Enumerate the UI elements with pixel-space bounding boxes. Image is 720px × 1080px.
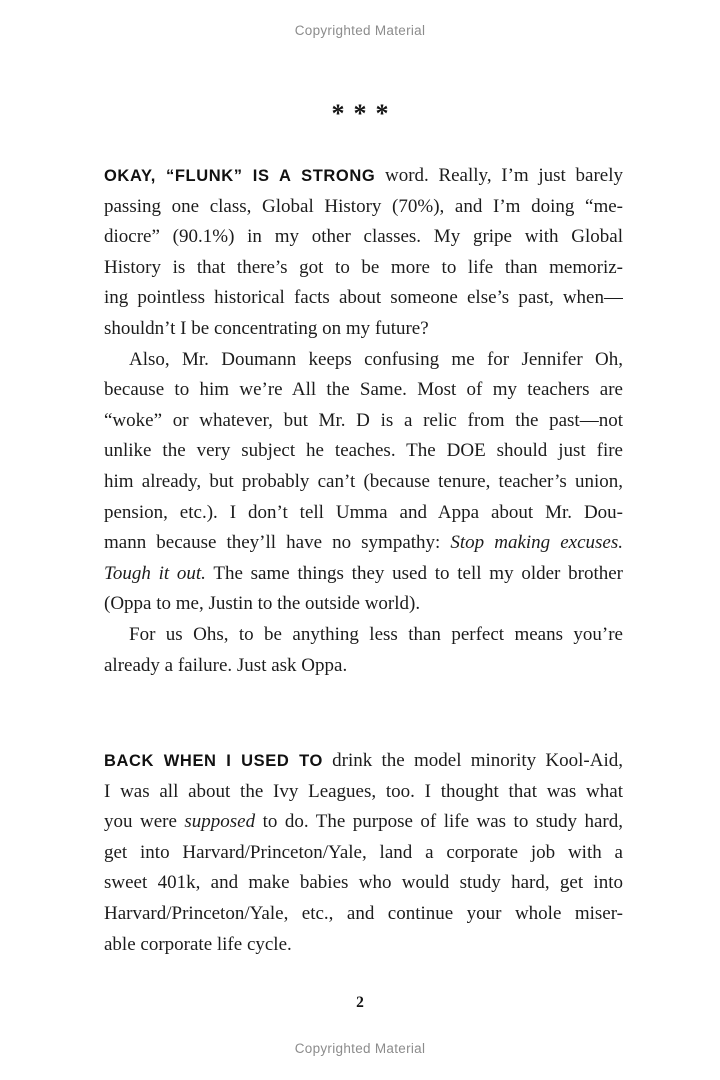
footer-copyright-notice: Copyrighted Material bbox=[294, 1041, 426, 1056]
body-text: For us Ohs, to be anything less than perfect means you’re bbox=[129, 623, 623, 645]
body-line bbox=[104, 807, 623, 838]
body-text: word. Really, I’m just barely bbox=[375, 165, 623, 186]
body-line bbox=[104, 161, 623, 192]
body-text: (Oppa to me, Justin to the outside world). bbox=[104, 593, 421, 615]
body-text: already a failure. Just ask Oppa. bbox=[104, 654, 348, 676]
body-text: “woke” or whatever, but Mr. D is a relic from the past—not bbox=[104, 409, 623, 431]
paragraph bbox=[104, 620, 623, 681]
body-text: sweet 401k, and make babies who would study hard, get into bbox=[104, 872, 623, 894]
body-text: Tough it out. bbox=[104, 562, 206, 584]
body-line bbox=[104, 899, 623, 930]
body-line bbox=[104, 314, 623, 345]
body-line bbox=[104, 375, 623, 406]
body-text: pension, etc.). I don’t tell Umma and Appa about Mr. Dou- bbox=[104, 501, 623, 523]
body-line bbox=[104, 192, 623, 223]
body-line bbox=[104, 559, 623, 590]
body-text: unlike the very subject he teaches. The DOE should just fire bbox=[104, 440, 623, 462]
body-line bbox=[104, 528, 623, 559]
body-line bbox=[104, 406, 623, 437]
page-number: 2 bbox=[356, 994, 364, 1011]
body-line bbox=[104, 777, 623, 808]
body-text: passing one class, Global History (70%), and I’m doing “me- bbox=[104, 195, 623, 217]
body-text: mann because they’ll have no sympathy: bbox=[104, 532, 451, 554]
body-line bbox=[104, 253, 623, 284]
body-line bbox=[104, 467, 623, 498]
paragraph bbox=[104, 161, 623, 345]
section-break-asterisks: *** bbox=[331, 99, 398, 128]
body-text: I was all about the Ivy Leagues, too. I thought that was what bbox=[104, 780, 623, 802]
paragraph bbox=[104, 345, 623, 620]
body-line bbox=[104, 589, 623, 620]
body-line bbox=[104, 498, 623, 529]
body-text: Harvard/Princeton/Yale, etc., and continue your whole miser- bbox=[104, 903, 623, 925]
body-text: get into Harvard/Princeton/Yale, land a corporate job with a bbox=[104, 841, 623, 863]
body-line bbox=[104, 222, 623, 253]
body-line bbox=[104, 930, 623, 961]
body-text: ing pointless historical facts about someone else’s past, when— bbox=[104, 287, 623, 309]
body-line bbox=[104, 620, 623, 651]
body-line bbox=[104, 283, 623, 314]
paragraph bbox=[104, 746, 623, 960]
body-line bbox=[104, 651, 623, 682]
header-copyright-notice: Copyrighted Material bbox=[294, 23, 426, 38]
body-text: him already, but probably can’t (because tenure, teacher’s union, bbox=[104, 470, 623, 492]
body-line bbox=[104, 345, 623, 376]
body-text: able corporate life cycle. bbox=[104, 933, 292, 955]
body-text: drink the model minority Kool-Aid, bbox=[322, 750, 623, 772]
body-line bbox=[104, 746, 623, 777]
body-text: because to him we’re All the Same. Most of my teachers are bbox=[104, 379, 623, 401]
body-text: shouldn’t I be concentrating on my future? bbox=[104, 317, 429, 339]
body-text: The same things they used to tell my older brother bbox=[205, 562, 623, 584]
body-text: you were bbox=[104, 811, 185, 833]
body-text: to do. The purpose of life was to study hard, bbox=[255, 811, 623, 833]
body-line bbox=[104, 868, 623, 899]
body-text: diocre” (90.1%) in my other classes. My gripe with Global bbox=[104, 226, 623, 248]
text-block bbox=[104, 161, 623, 960]
lead-in-text: BACK WHEN I USED TO bbox=[104, 752, 323, 771]
lead-in-text: OKAY, “FLUNK” IS A STRONG bbox=[104, 167, 376, 185]
body-text: Stop making excuses. bbox=[450, 532, 623, 554]
body-line bbox=[104, 838, 623, 869]
body-text: History is that there’s got to be more to life than memoriz- bbox=[104, 256, 623, 278]
body-line bbox=[104, 436, 623, 467]
body-text: Also, Mr. Doumann keeps confusing me for Jennifer Oh, bbox=[129, 348, 623, 370]
body-text: supposed bbox=[184, 811, 256, 833]
